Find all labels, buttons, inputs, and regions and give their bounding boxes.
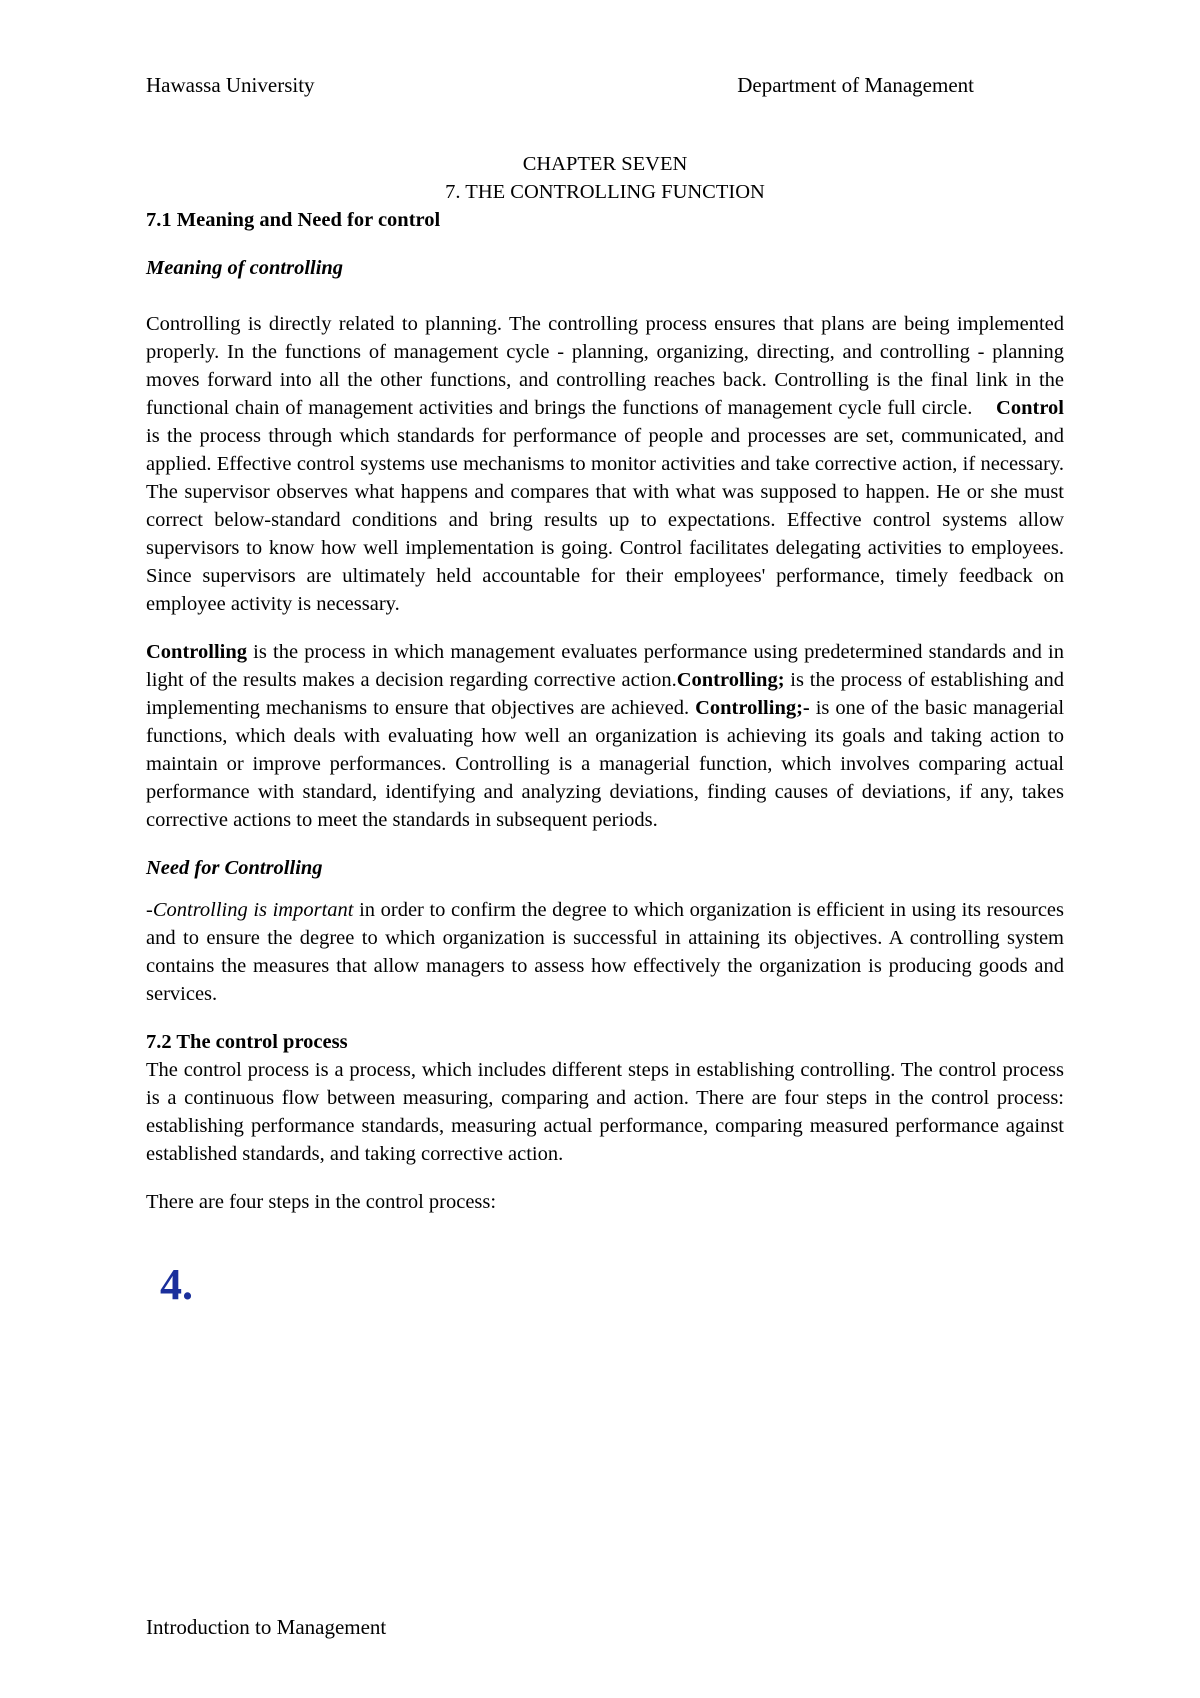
control-term: Control <box>996 397 1065 419</box>
paragraph-control-process: The control process is a process, which includes different steps in establishing controlling. The control process is a continuous flow between measuring, comparing and action. There are four steps in the control process: establishing performance standards, measuring actual performance, comparing measured performance against established standards, and taking corrective action. <box>146 1059 1064 1165</box>
steps-intro: There are four steps in the control process: <box>146 1191 497 1213</box>
para2-text-a: is the process in which management evaluates performance using predetermined standards and in light of the results makes a decision regarding corrective action. <box>146 641 1064 691</box>
controlling-term-2: Controlling; <box>676 669 785 691</box>
chapter-number: CHAPTER SEVEN <box>522 153 688 175</box>
para2-text-c: is one of the basic managerial functions, which deals with evaluating how well an organization is achieving its goals and taking action to maintain or improve performances. Controlling is a managerial function, which involves comparing actual performance with standard, identifying and analyzing deviations, finding causes of deviations, if any, takes corrective actions to meet the standards in subsequent periods. <box>146 697 1065 831</box>
section-7-1-heading: 7.1 Meaning and Need for control <box>146 209 441 231</box>
running-header <box>146 72 1054 98</box>
para1-text-b: is the process through which standards for performance of people and processes are set, communicated, and applied. Effective control systems use mechanisms to monitor activities and take corrective action, if necessary. The supervisor observes what happens and compares that with what was supposed to happen. He or she must correct below-standard conditions and bring results up to expectations. Effective control systems allow supervisors to know how well implementation is going. Control facilitates delegating activities to employees. Since supervisors are ultimately held accountable for their employees' performance, timely feedback on employee activity is necessary. <box>146 425 1064 615</box>
step-number: 4. <box>160 1260 193 1309</box>
meaning-subheading: Meaning of controlling <box>146 257 344 279</box>
need-subheading: Need for Controlling <box>146 857 323 879</box>
document-body <box>146 150 1064 1310</box>
controlling-term-3: Controlling;- <box>695 697 810 719</box>
controlling-term-1: Controlling <box>146 641 247 663</box>
para2-text-b: is the process of establishing and implementing mechanisms to ensure that objectives are achieved. <box>146 669 1064 719</box>
para3-text: in order to confirm the degree to which organization is efficient in using its resources and to ensure the degree to which organization is successful in attaining its objectives. A controlling system contains the measures that allow managers to assess how effectively the organization is producing goods and services. <box>146 899 1064 1005</box>
footer-text: Introduction to Management <box>146 1615 387 1639</box>
importance-phrase: -Controlling is important <box>146 899 354 921</box>
paragraph-definitions <box>146 638 1064 834</box>
para1-text-a: Controlling is directly related to planning. The controlling process ensures that plans are being implemented properly. In the functions of management cycle - planning, organizing, directing, and controlling - planning moves forward into all the other functions, and controlling reaches back. Controlling is the final link in the functional chain of management activities and brings the functions of management cycle full circle. <box>146 313 1064 419</box>
running-footer <box>146 1614 386 1640</box>
paragraph-meaning <box>146 310 1064 618</box>
header-department: Department of Management <box>737 73 974 97</box>
section-7-2-heading: 7.2 The control process <box>146 1031 348 1053</box>
header-university: Hawassa University <box>146 73 315 97</box>
chapter-title: 7. THE CONTROLLING FUNCTION <box>445 181 765 203</box>
paragraph-need <box>146 896 1064 1008</box>
